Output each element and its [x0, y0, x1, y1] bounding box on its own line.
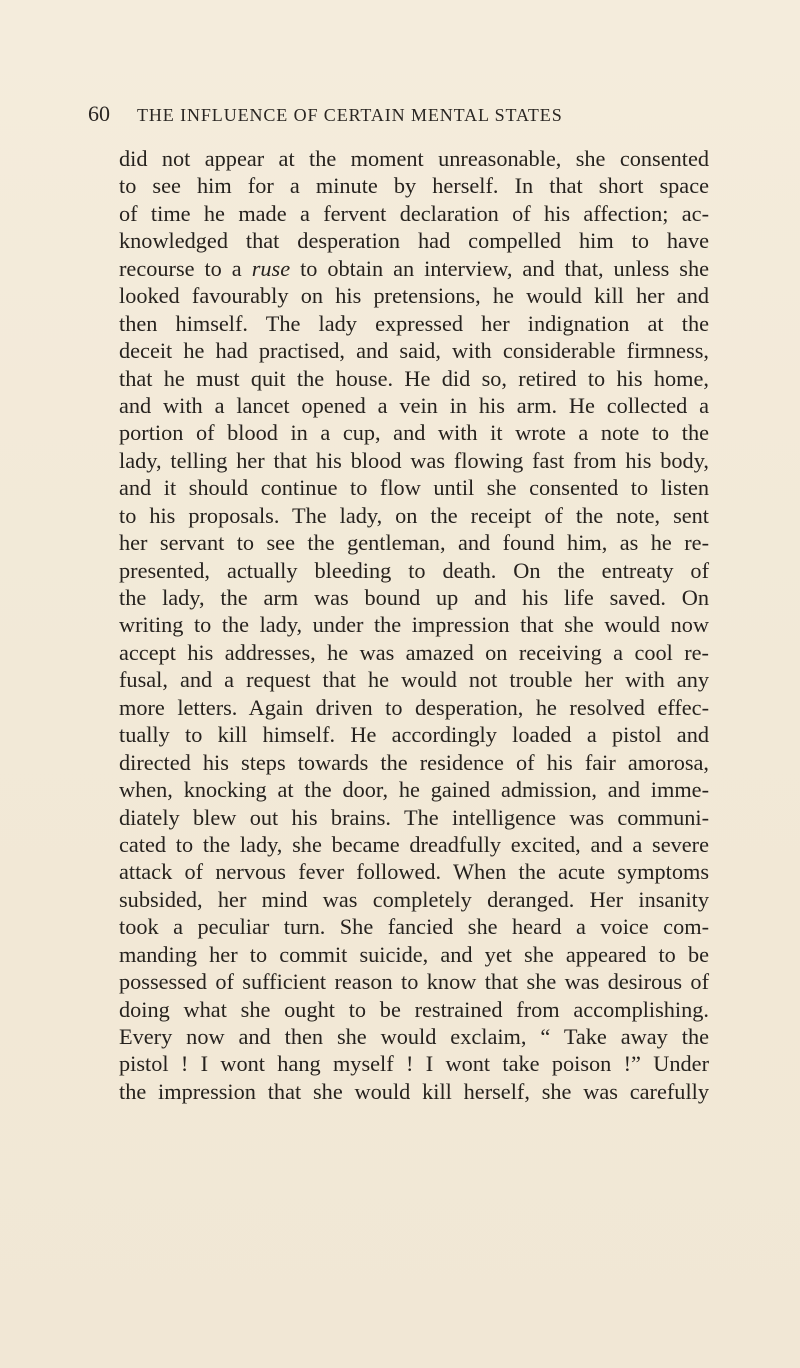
- text-line: the impression that she would kill herself, she was carefully: [119, 1078, 709, 1104]
- text-line: lady, telling her that his blood was flowing fast from his body,: [119, 447, 709, 473]
- text-line: to see him for a minute by herself. In that short space: [119, 173, 709, 199]
- text-line: directed his steps towards the residence of his fair amorosa,: [119, 749, 709, 775]
- text-line: more letters. Again driven to desperation, he resolved effec-: [119, 694, 709, 720]
- running-title: THE INFLUENCE OF CERTAIN MENTAL STATES: [137, 105, 563, 125]
- text-line: when, knocking at the door, he gained admission, and imme-: [119, 777, 709, 803]
- text-line: pistol ! I wont hang myself ! I wont take poison !” Under: [119, 1051, 709, 1077]
- text-line: portion of blood in a cup, and with it wrote a note to the: [119, 420, 709, 446]
- text-line: did not appear at the moment unreasonable, she consented: [119, 146, 709, 171]
- text-line: then himself. The lady expressed her indignation at the: [119, 310, 709, 336]
- text-line: accept his addresses, he was amazed on receiving a cool re-: [119, 639, 709, 665]
- text-line: possessed of sufficient reason to know that she was desirous of: [119, 969, 709, 995]
- italic-word: ruse: [251, 255, 291, 281]
- text-line: recourse to a ruse to obtain an interview, and that, unless she: [119, 255, 709, 281]
- text-line: that he must quit the house. He did so, retired to his home,: [119, 365, 709, 391]
- text-line: to his proposals. The lady, on the receipt of the note, sent: [119, 502, 709, 528]
- text-line: writing to the lady, under the impression that she would now: [119, 612, 709, 638]
- text-line: doing what she ought to be restrained from accomplishing.: [119, 996, 709, 1022]
- text-line: subsided, her mind was completely deranged. Her insanity: [119, 886, 709, 912]
- text-line: tually to kill himself. He accordingly loaded a pistol and: [119, 722, 709, 748]
- text-line: presented, actually bleeding to death. On the entreaty of: [119, 557, 709, 583]
- text-line: knowledged that desperation had compelled him to have: [119, 228, 709, 254]
- running-header: [88, 100, 708, 130]
- text-line: fusal, and a request that he would not trouble her with any: [119, 667, 709, 693]
- text-line: Every now and then she would exclaim, “ Take away the: [119, 1024, 709, 1049]
- text-line: the lady, the arm was bound up and his life saved. On: [119, 585, 709, 610]
- page-number: 60: [88, 101, 110, 126]
- text-line: of time he made a fervent declaration of his affection; ac-: [119, 200, 709, 226]
- text-line: and with a lancet opened a vein in his arm. He collected a: [119, 392, 709, 418]
- text-line: deceit he had practised, and said, with considerable firmness,: [119, 338, 709, 364]
- text-line: attack of nervous fever followed. When the acute symptoms: [119, 859, 709, 885]
- text-line: her servant to see the gentleman, and found him, as he re-: [119, 530, 709, 556]
- body-text: [119, 145, 709, 1105]
- text-line: looked favourably on his pretensions, he would kill her and: [119, 283, 709, 309]
- text-line: cated to the lady, she became dreadfully excited, and a severe: [119, 831, 709, 857]
- text-line: manding her to commit suicide, and yet she appeared to be: [119, 941, 709, 967]
- text-line: and it should continue to flow until she consented to listen: [119, 475, 709, 501]
- text-line: took a peculiar turn. She fancied she heard a voice com-: [119, 914, 709, 940]
- text-line: diately blew out his brains. The intelligence was communi-: [119, 804, 709, 830]
